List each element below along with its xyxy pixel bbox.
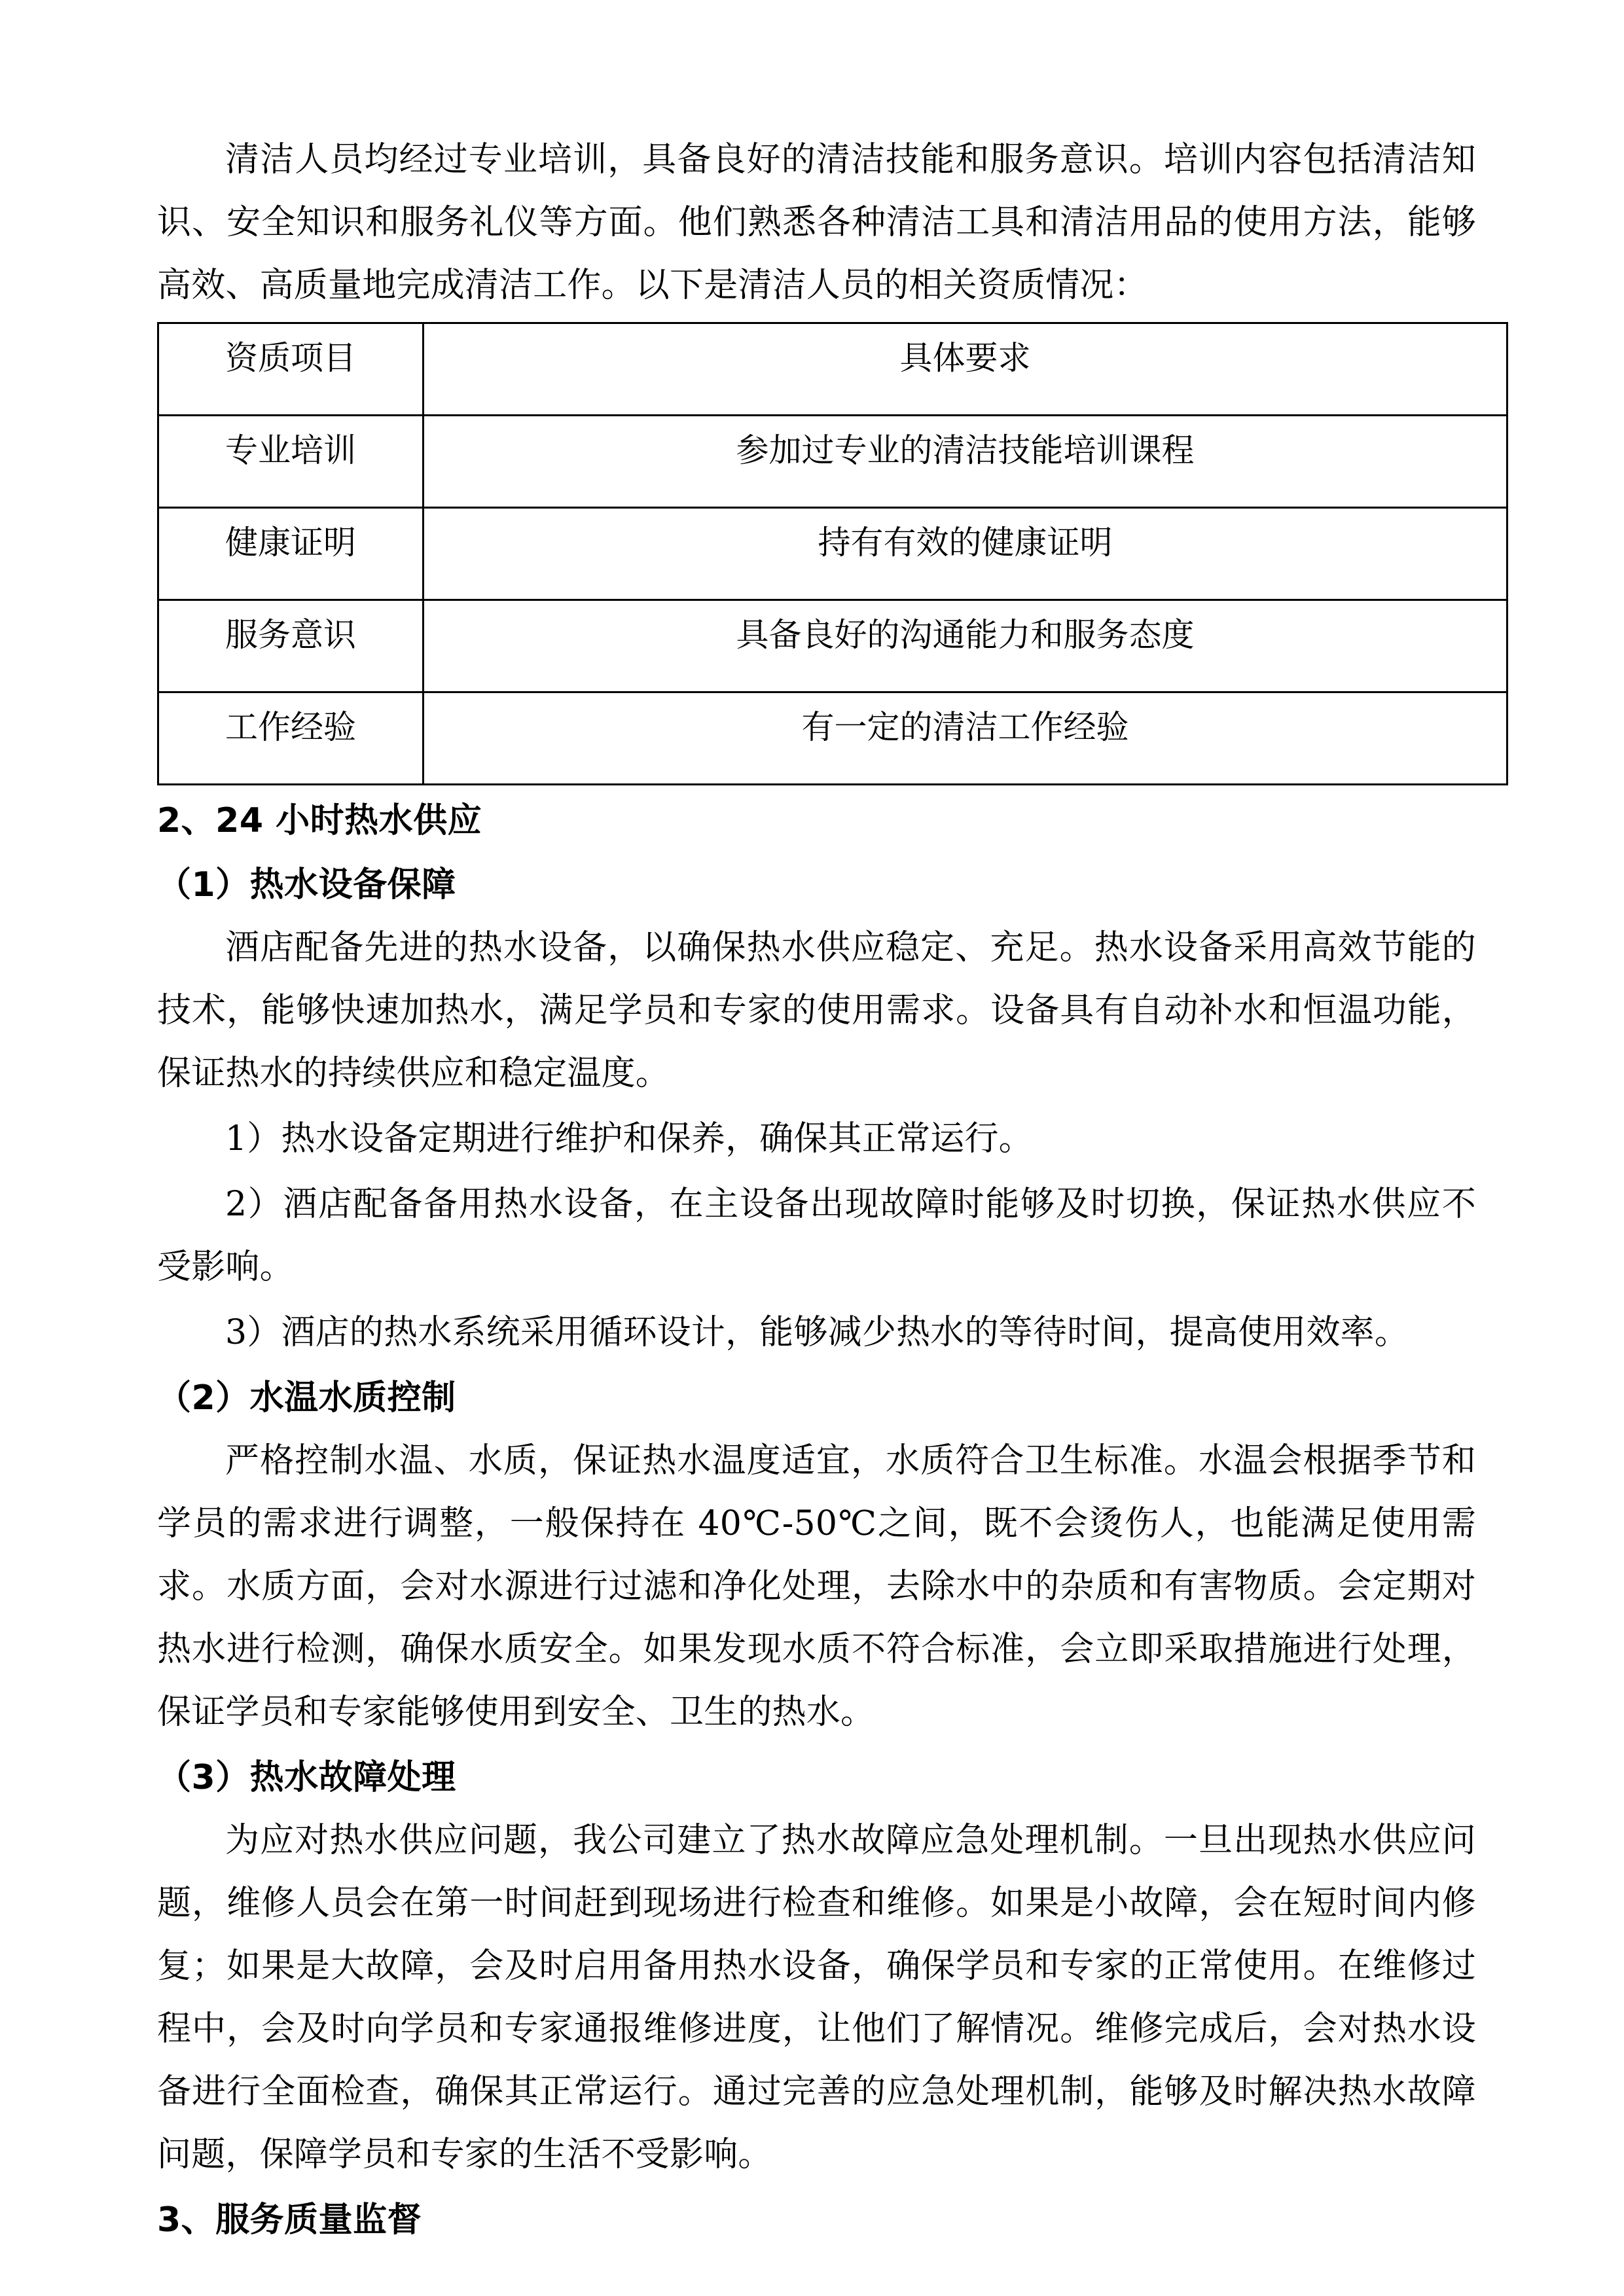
subsection-3-paragraph: 为应对热水供应问题，我公司建立了热水故障应急处理机制。一旦出现热水供应问题，维修人员会在第一时间赶到现场进行检查和维修。如果是小故障，会在短时间内修复；如果是大故障，会及时启用备用热水设备，确保学员和专家的正常使用。在维修过程中，会及时向学员和专家通报维修进度，让他们了解情况。维修完成后，会对热水设备进行全面检查，确保其正常运行。通过完善的应急处理机制，能够及时解决热水故障问题，保障学员和专家的生活不受影响。 (157, 1821, 1476, 2174)
table-cell-item: 服务意识 (158, 600, 424, 692)
table-header-item: 资质项目 (158, 323, 424, 416)
subsection-heading-3: （3）热水故障处理 (157, 1758, 456, 1797)
table-cell-requirement: 有一定的清洁工作经验 (424, 692, 1507, 785)
table-row (158, 600, 1507, 692)
table-cell-requirement: 参加过专业的清洁技能培训课程 (424, 416, 1507, 508)
table-cell-item: 专业培训 (158, 416, 424, 508)
qualification-table (157, 322, 1508, 785)
table-header-row (158, 323, 1507, 416)
section-heading-2: 2、24 小时热水供应 (157, 801, 482, 840)
table-cell-item: 健康证明 (158, 508, 424, 600)
subsection-heading-2: （2）水温水质控制 (157, 1378, 456, 1418)
table-cell-requirement: 持有有效的健康证明 (424, 508, 1507, 600)
document-body (157, 128, 1476, 2251)
subsection-1-paragraph: 酒店配备先进的热水设备，以确保热水供应稳定、充足。热水设备采用高效节能的技术，能够快速加热水，满足学员和专家的使用需求。设备具有自动补水和恒温功能，保证热水的持续供应和稳定温度。 (157, 928, 1476, 1093)
subsection-heading-1: （1）热水设备保障 (157, 865, 456, 905)
table-header-requirement: 具体要求 (424, 323, 1507, 416)
table-cell-requirement: 具备良好的沟通能力和服务态度 (424, 600, 1507, 692)
intro-paragraph: 清洁人员均经过专业培训，具备良好的清洁技能和服务意识。培训内容包括清洁知识、安全知识和服务礼仪等方面。他们熟悉各种清洁工具和清洁用品的使用方法，能够高效、高质量地完成清洁工作。以下是清洁人员的相关资质情况： (157, 140, 1476, 305)
list-item: 1）热水设备定期进行维护和保养，确保其正常运行。 (225, 1119, 1033, 1158)
table-row (158, 508, 1507, 600)
subsection-2-paragraph: 严格控制水温、水质，保证热水温度适宜，水质符合卫生标准。水温会根据季节和学员的需求进行调整，一般保持在 40℃-50℃之间，既不会烫伤人，也能满足使用需求。水质方面，会对水源进行过滤和净化处理，去除水中的杂质和有害物质。会定期对热水进行检测，确保水质安全。如果发现水质不符合标准，会立即采取措施进行处理，保证学员和专家能够使用到安全、卫生的热水。 (157, 1441, 1476, 1732)
table-row (158, 416, 1507, 508)
list-item: 3）酒店的热水系统采用循环设计，能够减少热水的等待时间，提高使用效率。 (225, 1313, 1409, 1352)
section-heading-3: 3、服务质量监督 (157, 2200, 422, 2240)
table-cell-item: 工作经验 (158, 692, 424, 785)
table-row (158, 692, 1507, 785)
list-item: 2）酒店配备备用热水设备，在主设备出现故障时能够及时切换，保证热水供应不受影响。 (157, 1185, 1476, 1287)
